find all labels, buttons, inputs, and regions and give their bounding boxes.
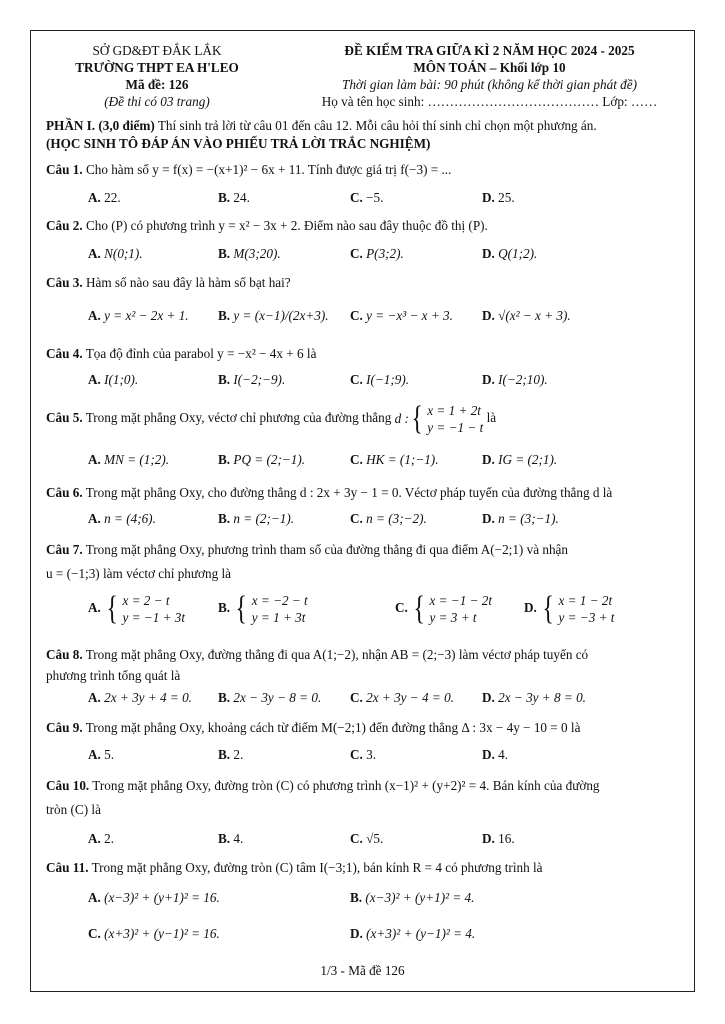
brace-icon: { bbox=[106, 590, 119, 627]
option-b[interactable] bbox=[218, 747, 243, 763]
option-d[interactable] bbox=[482, 511, 559, 527]
option-text: (x+3)² + (y−1)² = 16. bbox=[104, 926, 220, 941]
option-d[interactable] bbox=[482, 747, 508, 763]
option-c[interactable] bbox=[350, 246, 404, 262]
option-letter: B. bbox=[218, 372, 231, 387]
brace-icon: { bbox=[413, 590, 426, 627]
option-text: (x−3)² + (y+1)² = 16. bbox=[104, 890, 220, 905]
option-b[interactable] bbox=[218, 831, 243, 847]
question-label: Câu 9. bbox=[46, 720, 83, 735]
option-letter: D. bbox=[350, 926, 363, 941]
question-5 bbox=[46, 402, 686, 436]
option-a[interactable] bbox=[88, 190, 121, 206]
header-left bbox=[62, 42, 252, 110]
part1-label: PHẦN I. (3,0 điểm) bbox=[46, 118, 155, 133]
question-text-end: là bbox=[486, 410, 497, 426]
option-text: M(3;20). bbox=[233, 246, 281, 261]
option-letter: B. bbox=[350, 890, 363, 905]
part1-instructions bbox=[46, 118, 686, 134]
option-letter: D. bbox=[482, 831, 495, 846]
option-letter: C. bbox=[350, 308, 363, 323]
option-text: n = (3;−1). bbox=[498, 511, 559, 526]
option-letter: C. bbox=[350, 511, 363, 526]
option-d[interactable] bbox=[482, 452, 557, 468]
page-count-note: (Đề thi có 03 trang) bbox=[104, 94, 210, 109]
option-letter: A. bbox=[88, 600, 101, 616]
option-letter: D. bbox=[482, 747, 495, 762]
question-label: Câu 1. bbox=[46, 162, 83, 177]
question-label: Câu 2. bbox=[46, 218, 83, 233]
option-letter: C. bbox=[350, 246, 363, 261]
option-letter: B. bbox=[218, 690, 231, 705]
question-9 bbox=[46, 718, 686, 738]
brace-icon: { bbox=[235, 590, 248, 627]
part1-text: Thí sinh trả lời từ câu 01 đến câu 12. Mỗi câu hỏi thí sinh chỉ chọn một phương án. bbox=[154, 118, 597, 133]
department: SỞ GD&ĐT ĐẮK LẮK bbox=[92, 43, 222, 58]
option-text: P(3;2). bbox=[366, 246, 404, 261]
option-c[interactable] bbox=[350, 511, 427, 527]
system-line: y = −3 + t bbox=[558, 610, 615, 625]
exam-time: Thời gian làm bài: 90 phút (không kể thời gian phát đề) bbox=[341, 77, 637, 92]
system-line: x = 1 − 2t bbox=[558, 593, 613, 608]
option-letter: C. bbox=[350, 452, 363, 467]
question-text: Trong mặt phẳng Oxy, véctơ chỉ phương của đường thẳng bbox=[82, 410, 392, 426]
option-c[interactable] bbox=[350, 308, 453, 324]
option-letter: D. bbox=[482, 190, 495, 205]
option-a[interactable] bbox=[88, 592, 185, 626]
option-text: N(0;1). bbox=[104, 246, 143, 261]
option-text: I(−1;9). bbox=[366, 372, 410, 387]
option-letter: A. bbox=[88, 452, 101, 467]
option-d[interactable] bbox=[482, 372, 548, 388]
brace-icon: { bbox=[542, 590, 555, 627]
question-text: Trong mặt phẳng Oxy, khoảng cách từ điểm M(−2;1) đến đường thẳng Δ : 3x − 4y − 10 = 0 là bbox=[82, 720, 581, 735]
system-line: y = 3 + t bbox=[429, 610, 477, 625]
option-text: 2. bbox=[104, 831, 115, 846]
option-text: MN = (1;2). bbox=[104, 452, 170, 467]
option-c[interactable] bbox=[395, 592, 492, 626]
option-text: y = (x−1)/(2x+3). bbox=[233, 308, 329, 323]
part1-note: (HỌC SINH TÔ ĐÁP ÁN VÀO PHIẾU TRẢ LỜI TRẮC NGHIỆM) bbox=[46, 136, 431, 151]
question-7-continued: u = (−1;3) làm véctơ chỉ phương là bbox=[46, 566, 232, 581]
question-4 bbox=[46, 344, 686, 364]
option-letter: C. bbox=[395, 600, 408, 616]
option-b[interactable] bbox=[218, 690, 321, 706]
option-letter: C. bbox=[350, 372, 363, 387]
option-letter: D. bbox=[482, 308, 495, 323]
question-text: Hàm số nào sau đây là hàm số bạt hai? bbox=[82, 275, 291, 290]
option-b[interactable] bbox=[218, 452, 305, 468]
option-text: 4. bbox=[233, 831, 244, 846]
option-letter: D. bbox=[482, 690, 495, 705]
question-7 bbox=[46, 540, 686, 560]
exam-code: Mã đề: 126 bbox=[125, 77, 189, 92]
option-d[interactable] bbox=[482, 190, 515, 206]
option-letter: B. bbox=[218, 190, 231, 205]
option-a[interactable] bbox=[88, 690, 192, 706]
question-10 bbox=[46, 776, 686, 796]
question-3 bbox=[46, 273, 686, 293]
option-letter: B. bbox=[218, 308, 231, 323]
option-b[interactable] bbox=[218, 246, 281, 262]
option-text: HK = (1;−1). bbox=[366, 452, 439, 467]
exam-title: ĐỀ KIỂM TRA GIỮA KÌ 2 NĂM HỌC 2024 - 2025 bbox=[344, 43, 635, 58]
option-d[interactable] bbox=[350, 926, 475, 942]
option-b[interactable] bbox=[218, 372, 285, 388]
option-text: 2x − 3y + 8 = 0. bbox=[498, 690, 586, 705]
option-letter: C. bbox=[350, 831, 363, 846]
option-text: 3. bbox=[366, 747, 377, 762]
question-label: Câu 6. bbox=[46, 485, 83, 500]
question-text: Trong mặt phẳng Oxy, phương trình tham số của đường thẳng đi qua điểm A(−2;1) và nhận bbox=[82, 542, 568, 557]
option-letter: A. bbox=[88, 190, 101, 205]
option-text: y = x² − 2x + 1. bbox=[104, 308, 189, 323]
question-label: Câu 10. bbox=[46, 778, 90, 793]
option-letter: D. bbox=[482, 372, 495, 387]
exam-subject: MÔN TOÁN – Khối lớp 10 bbox=[413, 60, 566, 75]
option-text: n = (4;6). bbox=[104, 511, 156, 526]
option-d[interactable] bbox=[482, 831, 515, 847]
option-letter: A. bbox=[88, 831, 101, 846]
option-letter: A. bbox=[88, 246, 101, 261]
option-letter: D. bbox=[482, 246, 495, 261]
student-info-line: Họ và tên học sinh: ………………………………… Lớp: …… bbox=[321, 94, 658, 109]
option-d[interactable] bbox=[482, 308, 571, 324]
option-text: 25. bbox=[498, 190, 515, 205]
system-line: y = −1 + 3t bbox=[122, 610, 186, 625]
option-text: √5. bbox=[366, 831, 384, 846]
option-text: I(−2;10). bbox=[498, 372, 548, 387]
question-8 bbox=[46, 645, 686, 665]
option-c[interactable] bbox=[350, 190, 383, 206]
option-text: (x−3)² + (y+1)² = 4. bbox=[365, 890, 475, 905]
option-b[interactable] bbox=[218, 592, 308, 626]
brace-icon: { bbox=[411, 400, 423, 437]
option-letter: C. bbox=[350, 747, 363, 762]
option-a[interactable] bbox=[88, 246, 143, 262]
option-text: n = (2;−1). bbox=[233, 511, 295, 526]
option-letter: D. bbox=[524, 600, 537, 616]
option-text: 2x + 3y − 4 = 0. bbox=[366, 690, 454, 705]
option-a[interactable] bbox=[88, 372, 138, 388]
question-8-continued: phương trình tổng quát là bbox=[46, 668, 181, 683]
option-letter: A. bbox=[88, 690, 101, 705]
option-text: IG = (2;1). bbox=[498, 452, 558, 467]
system-line: y = 1 + 3t bbox=[251, 610, 306, 625]
line-equation-system bbox=[395, 402, 484, 436]
option-text: Q(1;2). bbox=[498, 246, 538, 261]
option-a[interactable] bbox=[88, 452, 169, 468]
question-label: Câu 8. bbox=[46, 647, 83, 662]
question-text: Tọa độ đỉnh của parabol y = −x² − 4x + 6 là bbox=[82, 346, 317, 361]
option-text: 4. bbox=[498, 747, 509, 762]
option-letter: A. bbox=[88, 372, 101, 387]
option-text: −5. bbox=[366, 190, 384, 205]
option-text: √(x² − x + 3). bbox=[498, 308, 571, 323]
system-line: x = 2 − t bbox=[122, 593, 170, 608]
question-text: Trong mặt phẳng Oxy, đường tròn (C) có phương trình (x−1)² + (y+2)² = 4. Bán kính của đường bbox=[89, 778, 600, 793]
option-text: 24. bbox=[233, 190, 250, 205]
option-text: 16. bbox=[498, 831, 515, 846]
option-c[interactable] bbox=[350, 690, 454, 706]
option-letter: B. bbox=[218, 511, 231, 526]
option-c[interactable] bbox=[350, 372, 409, 388]
option-b[interactable] bbox=[218, 308, 329, 324]
question-6 bbox=[46, 483, 686, 503]
system-line: x = −1 − 2t bbox=[429, 593, 493, 608]
option-letter: A. bbox=[88, 308, 101, 323]
option-letter: A. bbox=[88, 890, 101, 905]
option-text: 5. bbox=[104, 747, 115, 762]
option-c[interactable] bbox=[88, 926, 220, 942]
option-b[interactable] bbox=[218, 511, 294, 527]
option-a[interactable] bbox=[88, 831, 114, 847]
option-text: 2x − 3y − 8 = 0. bbox=[233, 690, 322, 705]
option-d[interactable] bbox=[482, 690, 586, 706]
option-letter: D. bbox=[482, 511, 495, 526]
question-text: Trong mặt phẳng Oxy, đường thẳng đi qua A(1;−2), nhận AB = (2;−3) làm véctơ pháp tuyến có bbox=[82, 647, 589, 662]
option-text: PQ = (2;−1). bbox=[233, 452, 306, 467]
option-text: 22. bbox=[104, 190, 121, 205]
option-text: 2x + 3y + 4 = 0. bbox=[104, 690, 192, 705]
option-text: 2. bbox=[233, 747, 244, 762]
system-line: x = −2 − t bbox=[251, 593, 308, 608]
option-letter: C. bbox=[88, 926, 101, 941]
option-text: n = (3;−2). bbox=[366, 511, 427, 526]
system-line: x = 1 + 2t bbox=[427, 403, 481, 418]
option-letter: B. bbox=[218, 600, 231, 616]
question-text: Cho hàm số y = f(x) = −(x+1)² − 6x + 11. Tính được giá trị f(−3) = ... bbox=[82, 162, 452, 177]
option-b[interactable] bbox=[218, 190, 250, 206]
header-right bbox=[292, 42, 687, 110]
question-text: Trong mặt phẳng Oxy, đường tròn (C) tâm I(−3;1), bán kính R = 4 có phương trình là bbox=[88, 860, 543, 875]
option-text: (x+3)² + (y−1)² = 4. bbox=[366, 926, 476, 941]
option-c[interactable] bbox=[350, 747, 376, 763]
question-label: Câu 5. bbox=[46, 410, 83, 426]
option-letter: B. bbox=[218, 747, 231, 762]
option-letter: B. bbox=[218, 452, 231, 467]
school-name: TRƯỜNG THPT EA H'LEO bbox=[75, 60, 239, 75]
option-c[interactable] bbox=[350, 831, 383, 847]
option-letter: A. bbox=[88, 511, 101, 526]
line-name: d : bbox=[394, 411, 409, 426]
question-label: Câu 3. bbox=[46, 275, 83, 290]
option-d[interactable] bbox=[524, 592, 614, 626]
question-11 bbox=[46, 858, 686, 878]
option-text: I(1;0). bbox=[104, 372, 139, 387]
question-2 bbox=[46, 216, 686, 236]
option-text: y = −x³ − x + 3. bbox=[366, 308, 453, 323]
option-d[interactable] bbox=[482, 246, 537, 262]
option-letter: B. bbox=[218, 831, 231, 846]
question-label: Câu 7. bbox=[46, 542, 83, 557]
page-footer: 1/3 - Mã đề 126 bbox=[320, 963, 405, 978]
question-label: Câu 11. bbox=[46, 860, 89, 875]
option-letter: B. bbox=[218, 246, 231, 261]
question-10-continued: tròn (C) là bbox=[46, 802, 101, 817]
option-letter: D. bbox=[482, 452, 495, 467]
option-a[interactable] bbox=[88, 747, 114, 763]
question-text: Trong mặt phẳng Oxy, cho đường thẳng d : 2x + 3y − 1 = 0. Véctơ pháp tuyến của đường thẳng d là bbox=[82, 485, 613, 500]
option-letter: A. bbox=[88, 747, 101, 762]
option-letter: C. bbox=[350, 690, 363, 705]
option-text: I(−2;−9). bbox=[233, 372, 286, 387]
option-letter: C. bbox=[350, 190, 363, 205]
option-a[interactable] bbox=[88, 511, 156, 527]
option-c[interactable] bbox=[350, 452, 439, 468]
question-1 bbox=[46, 160, 686, 180]
question-label: Câu 4. bbox=[46, 346, 83, 361]
question-text: Cho (P) có phương trình y = x² − 3x + 2. Điểm nào sau đây thuộc đồ thị (P). bbox=[82, 218, 488, 233]
system-line: y = −1 − t bbox=[427, 420, 484, 435]
option-a[interactable] bbox=[88, 890, 220, 906]
option-a[interactable] bbox=[88, 308, 189, 324]
option-b[interactable] bbox=[350, 890, 474, 906]
